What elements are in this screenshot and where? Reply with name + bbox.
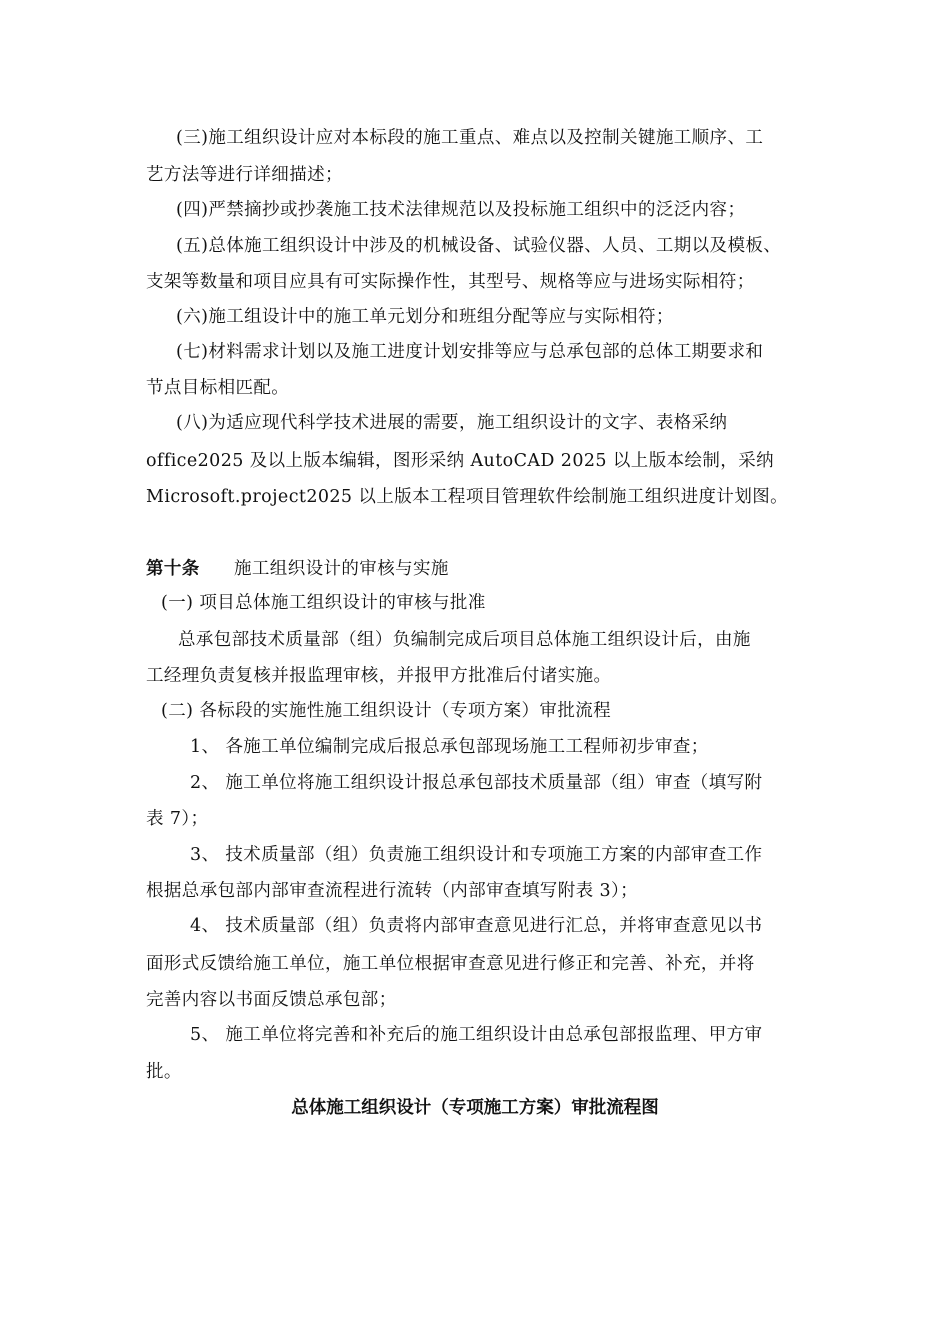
paragraph-line: (四)严禁摘抄或抄袭施工技术法律规范以及投标施工组织中的泛泛内容； bbox=[176, 200, 746, 220]
paragraph-line: Microsoft.project2025 以上版本工程项目管理软件绘制施工组织进度计划图。 bbox=[146, 487, 789, 507]
step-item: 批。 bbox=[146, 1062, 182, 1082]
paragraph-line: 支架等数量和项目应具有可实际操作性，其型号、规格等应与进场实际相符； bbox=[146, 272, 755, 292]
step-item: 表 7）； bbox=[146, 809, 209, 829]
paragraph-line: 节点目标相匹配。 bbox=[146, 378, 290, 398]
paragraph-line: (七)材料需求计划以及施工进度计划安排等应与总承包部的总体工期要求和 bbox=[176, 342, 764, 362]
paragraph-line: office2025 及以上版本编辑，图形采纳 AutoCAD 2025 以上版本绘制，采纳 bbox=[146, 451, 775, 471]
step-item: 4、 技术质量部（组）负责将内部审查意见进行汇总，并将审查意见以书 bbox=[190, 916, 763, 936]
step-item: 根据总承包部内部审查流程进行流转（内部审查填写附表 3）； bbox=[146, 881, 639, 901]
step-item: 2、 施工单位将施工组织设计报总承包部技术质量部（组）审查（填写附 bbox=[190, 773, 763, 793]
flowchart-title: 总体施工组织设计（专项施工方案）审批流程图 bbox=[291, 1098, 659, 1118]
paragraph-line: 艺方法等进行详细描述； bbox=[146, 165, 343, 185]
paragraph-line: (六)施工组设计中的施工单元划分和班组分配等应与实际相符； bbox=[176, 307, 674, 327]
step-item: 面形式反馈给施工单位，施工单位根据审查意见进行修正和完善、补充，并将 bbox=[146, 954, 755, 974]
step-item: 3、 技术质量部（组）负责施工组织设计和专项施工方案的内部审查工作 bbox=[190, 845, 763, 865]
section-heading: (二) 各标段的实施性施工组织设计（专项方案）审批流程 bbox=[161, 701, 612, 721]
paragraph-line: (八)为适应现代科学技术进展的需要，施工组织设计的文字、表格采纳 bbox=[176, 413, 728, 433]
article-title: 施工组织设计的审核与实施 bbox=[234, 559, 449, 579]
article-number: 第十条 bbox=[146, 559, 200, 579]
paragraph-line: 总承包部技术质量部（组）负编制完成后项目总体施工组织设计后，由施 bbox=[178, 630, 751, 650]
paragraph-line: (五)总体施工组织设计中涉及的机械设备、试验仪器、人员、工期以及模板、 bbox=[176, 236, 782, 256]
step-item: 5、 施工单位将完善和补充后的施工组织设计由总承包部报监理、甲方审 bbox=[190, 1025, 763, 1045]
paragraph-line: 工经理负责复核并报监理审核，并报甲方批准后付诸实施。 bbox=[146, 666, 612, 686]
paragraph-line: (三)施工组织设计应对本标段的施工重点、难点以及控制关键施工顺序、工 bbox=[176, 128, 764, 148]
step-item: 1、 各施工单位编制完成后报总承包部现场施工工程师初步审查； bbox=[190, 737, 709, 757]
section-heading: (一) 项目总体施工组织设计的审核与批准 bbox=[161, 593, 486, 613]
step-item: 完善内容以书面反馈总承包部； bbox=[146, 990, 397, 1010]
